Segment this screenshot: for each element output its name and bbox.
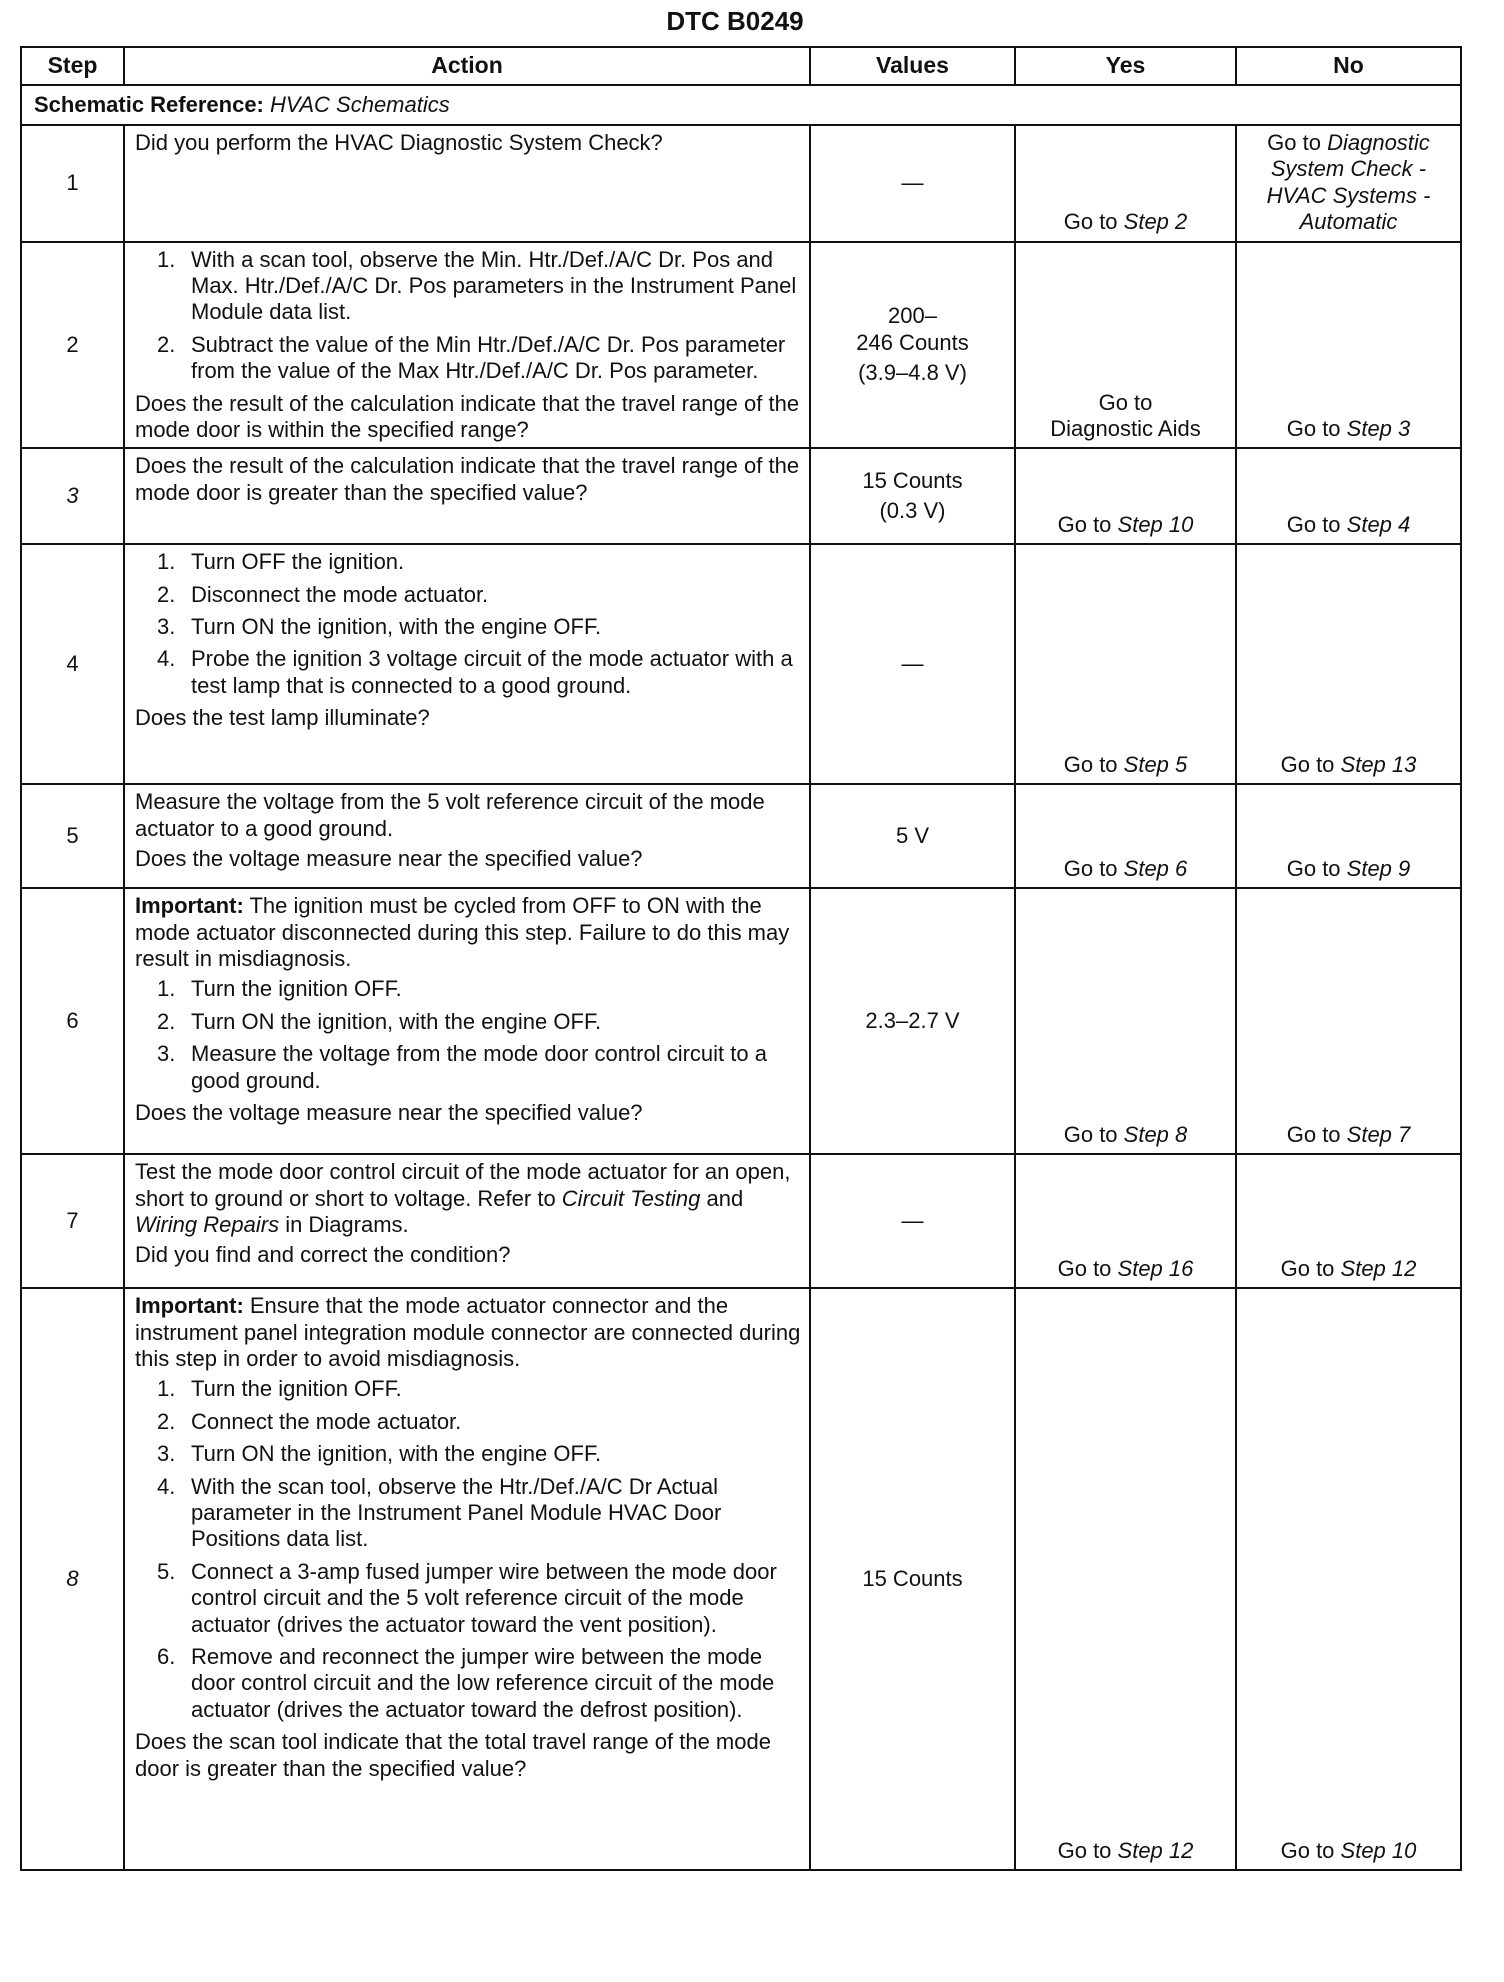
no-cell: Go to Step 4 bbox=[1236, 448, 1461, 544]
value-text: (0.3 V) bbox=[879, 498, 946, 524]
no-link[interactable]: Step 7 bbox=[1346, 1121, 1411, 1147]
yes-cell[interactable]: Go to Diagnostic Aids bbox=[1015, 242, 1236, 449]
action-item: 3. Measure the voltage from the mode door control circuit to a good ground. bbox=[157, 1041, 767, 1093]
yes-link[interactable]: Step 5 bbox=[1123, 751, 1188, 777]
action-question: Does the voltage measure near the specified value? bbox=[135, 1100, 643, 1126]
value-text: 15 Counts bbox=[862, 1566, 963, 1592]
yes-cell: Go to Step 5 bbox=[1015, 544, 1236, 784]
table-row bbox=[21, 784, 1461, 888]
value-text: — bbox=[901, 651, 924, 677]
values-cell bbox=[810, 1154, 1015, 1288]
no-link[interactable]: Step 12 bbox=[1340, 1255, 1417, 1281]
value-text: — bbox=[901, 170, 924, 196]
no-cell: Go to Step 12 bbox=[1236, 1154, 1461, 1288]
action-item: 1. Turn the ignition OFF. bbox=[157, 1376, 402, 1402]
no-cell: Go to Step 3 bbox=[1236, 242, 1461, 449]
step-number: 5 bbox=[21, 784, 124, 888]
no-link[interactable]: Step 10 bbox=[1340, 1837, 1417, 1863]
action-intro: Measure the voltage from the 5 volt reference circuit of the mode actuator to a good ground. bbox=[135, 789, 765, 841]
table-row bbox=[21, 242, 1461, 449]
values-cell bbox=[810, 242, 1015, 449]
important-note: Important: The ignition must be cycled from OFF to ON with the mode actuator disconnected during this step. Failure to do this may result in misdiagnosis. bbox=[135, 893, 790, 972]
diagnostic-table bbox=[20, 46, 1462, 1871]
table-row bbox=[21, 888, 1461, 1154]
action-list bbox=[135, 1376, 801, 1723]
table-row bbox=[21, 544, 1461, 784]
value-text: (3.9–4.8 V) bbox=[858, 360, 967, 386]
action-item: 3. Turn ON the ignition, with the engine OFF. bbox=[157, 614, 602, 640]
yes-link[interactable]: Step 10 bbox=[1117, 511, 1194, 537]
yes-cell: Go to Step 10 bbox=[1015, 448, 1236, 544]
yes-link[interactable]: Step 8 bbox=[1123, 1121, 1188, 1147]
action-question: Does the result of the calculation indicate that the travel range of the mode door is greater than the specified value? bbox=[135, 453, 800, 505]
no-cell: Go to Step 9 bbox=[1236, 784, 1461, 888]
values-cell bbox=[810, 784, 1015, 888]
yes-link[interactable]: Step 12 bbox=[1117, 1837, 1194, 1863]
important-note: Important: Ensure that the mode actuator connector and the instrument panel integration module connector are connected during this step in order to avoid misdiagnosis. bbox=[135, 1293, 801, 1372]
action-question: Does the voltage measure near the specified value? bbox=[135, 846, 643, 872]
step-number: 8 bbox=[21, 1288, 124, 1870]
value-text: — bbox=[901, 1208, 924, 1234]
yes-cell: Go to Step 12 bbox=[1015, 1288, 1236, 1870]
action-item: 4. With the scan tool, observe the Htr./Def./A/C Dr Actual parameter in the Instrument Panel Module HVAC Door Positions data list. bbox=[157, 1473, 722, 1552]
values-cell bbox=[810, 888, 1015, 1154]
no-link[interactable]: Step 4 bbox=[1346, 511, 1411, 537]
no-prefix: Go to bbox=[1267, 130, 1328, 155]
step-number: 2 bbox=[21, 242, 124, 449]
action-item: 5. Connect a 3-amp fused jumper wire between the mode door control circuit and the 5 volt reference circuit of the mode actuator (drives the actuator toward the vent position). bbox=[157, 1558, 777, 1637]
table-row bbox=[21, 448, 1461, 544]
no-link[interactable]: Step 13 bbox=[1340, 751, 1417, 777]
action-cell bbox=[124, 125, 810, 242]
schematic-label: Schematic Reference: bbox=[34, 91, 264, 117]
action-list bbox=[135, 247, 801, 385]
action-cell bbox=[124, 888, 810, 1154]
action-list bbox=[135, 976, 801, 1094]
step-number: 6 bbox=[21, 888, 124, 1154]
action-cell bbox=[124, 1154, 810, 1288]
no-cell: Go to Step 13 bbox=[1236, 544, 1461, 784]
action-item: 4. Probe the ignition 3 voltage circuit of the mode actuator with a test lamp that is connected to a good ground. bbox=[157, 646, 793, 698]
step-number: 1 bbox=[21, 125, 124, 242]
action-item: 1. Turn OFF the ignition. bbox=[157, 549, 405, 575]
action-list bbox=[135, 549, 801, 699]
no-link[interactable]: Step 3 bbox=[1346, 415, 1411, 441]
yes-cell bbox=[1015, 125, 1236, 242]
step-number: 7 bbox=[21, 1154, 124, 1288]
wiring-repairs-link[interactable]: Wiring Repairs bbox=[135, 1212, 280, 1238]
action-question: Does the scan tool indicate that the total travel range of the mode door is greater than the specified value? bbox=[135, 1729, 771, 1781]
action-cell bbox=[124, 1288, 810, 1870]
action-item: 6. Remove and reconnect the jumper wire between the mode door control circuit and the low reference circuit of the mode actuator (drives the actuator toward the defrost position). bbox=[157, 1643, 775, 1722]
header-step: Step bbox=[21, 47, 124, 85]
action-question: Did you find and correct the condition? bbox=[135, 1242, 511, 1268]
action-cell bbox=[124, 784, 810, 888]
action-question: Did you perform the HVAC Diagnostic System Check? bbox=[135, 130, 663, 155]
yes-cell: Go to Step 16 bbox=[1015, 1154, 1236, 1288]
action-item: 3. Turn ON the ignition, with the engine OFF. bbox=[157, 1441, 602, 1467]
yes-link[interactable]: Step 16 bbox=[1117, 1255, 1194, 1281]
schematic-reference bbox=[21, 85, 1461, 125]
yes-cell: Go to Step 6 bbox=[1015, 784, 1236, 888]
action-item: 2. Turn ON the ignition, with the engine OFF. bbox=[157, 1008, 602, 1034]
header-yes: Yes bbox=[1015, 47, 1236, 85]
action-question: Does the test lamp illuminate? bbox=[135, 705, 430, 731]
header-row bbox=[21, 47, 1461, 85]
values-cell bbox=[810, 1288, 1015, 1870]
table-row bbox=[21, 125, 1461, 242]
action-cell bbox=[124, 448, 810, 544]
header-values: Values bbox=[810, 47, 1015, 85]
circuit-testing-link[interactable]: Circuit Testing bbox=[561, 1185, 701, 1211]
values-cell bbox=[810, 125, 1015, 242]
action-intro: Test the mode door control circuit of the mode actuator for an open, short to ground or short to voltage. Refer to Circuit Testing and Wiring Repairs in Diagrams. bbox=[135, 1159, 791, 1238]
step-number: 3 bbox=[21, 448, 124, 544]
action-cell bbox=[124, 544, 810, 784]
values-cell bbox=[810, 448, 1015, 544]
header-no: No bbox=[1236, 47, 1461, 85]
action-item: 1. Turn the ignition OFF. bbox=[157, 976, 402, 1002]
action-question: Does the result of the calculation indicate that the travel range of the mode door is within the specified range? bbox=[135, 390, 800, 442]
action-item: 1. With a scan tool, observe the Min. Htr./Def./A/C Dr. Pos and Max. Htr./Def./A/C Dr. Pos parameters in the Instrument Panel Module data list. bbox=[157, 246, 797, 325]
yes-prefix: Go to bbox=[1063, 209, 1124, 235]
values-cell bbox=[810, 544, 1015, 784]
yes-link[interactable]: Step 6 bbox=[1123, 855, 1188, 881]
step-number: 4 bbox=[21, 544, 124, 784]
action-item: 2. Disconnect the mode actuator. bbox=[157, 581, 489, 607]
table-row bbox=[21, 1154, 1461, 1288]
no-link[interactable]: Diagnostic System Check - HVAC Systems - Automatic bbox=[1266, 130, 1431, 235]
yes-link[interactable]: Step 2 bbox=[1123, 209, 1188, 235]
no-cell: Go to Step 7 bbox=[1236, 888, 1461, 1154]
schematic-row bbox=[21, 85, 1461, 125]
no-cell: Go to Step 10 bbox=[1236, 1288, 1461, 1870]
value-text: 5 V bbox=[895, 823, 930, 849]
value-text: 200– 246 Counts bbox=[856, 303, 969, 355]
action-item: 2. Connect the mode actuator. bbox=[157, 1408, 462, 1434]
action-item: 2. Subtract the value of the Min Htr./Def./A/C Dr. Pos parameter from the value of the Max Htr./Def./A/C Dr. Pos parameter. bbox=[157, 331, 786, 384]
yes-cell: Go to Step 8 bbox=[1015, 888, 1236, 1154]
no-cell bbox=[1236, 125, 1461, 242]
table-row bbox=[21, 1288, 1461, 1870]
header-action: Action bbox=[124, 47, 810, 85]
value-text: 15 Counts bbox=[862, 467, 963, 493]
value-text: 2.3–2.7 V bbox=[865, 1008, 960, 1034]
action-cell bbox=[124, 242, 810, 449]
schematic-link[interactable]: HVAC Schematics bbox=[270, 91, 450, 117]
document-title: DTC B0249 bbox=[666, 6, 804, 36]
no-link[interactable]: Step 9 bbox=[1346, 855, 1411, 881]
